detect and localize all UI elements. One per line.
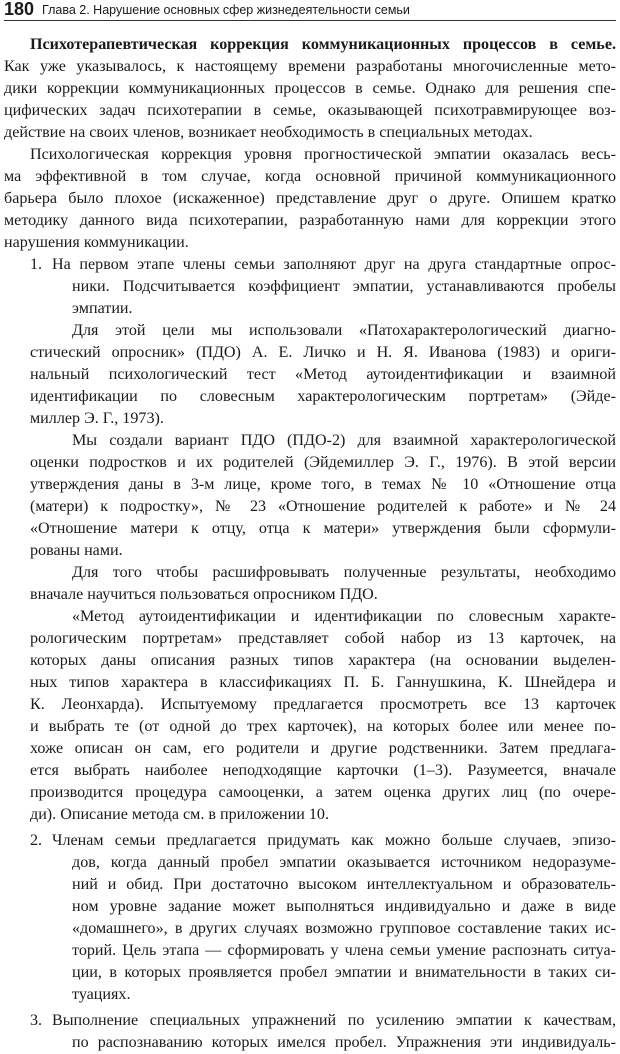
text-line xyxy=(4,276,616,298)
text-line xyxy=(4,518,616,540)
line-text: оценки подростков и их родителей (Эйдемиллер Э. Г., 1976). В этой версии xyxy=(30,454,616,471)
line-text: по распознаванию которых имелся пробел. Упражнения эти индивидуаль- xyxy=(72,1034,616,1051)
text-line xyxy=(4,430,616,452)
line-text: На первом этапе члены семьи заполняют друг на друга стандартные опрос- xyxy=(52,256,616,273)
text-line xyxy=(4,56,616,78)
text-line xyxy=(4,408,616,430)
line-text: действие на своих членов, возникает необходимость в специальных методах. xyxy=(4,124,533,141)
text-line xyxy=(4,694,616,716)
line-text: (матери) к подростку», № 23 «Отношение родителей к работе» и № 24 xyxy=(30,498,616,515)
text-line xyxy=(4,562,616,584)
line-text: хоже описан он сам, его родители и другие родственники. Затем предлага- xyxy=(30,740,616,757)
text-line xyxy=(4,452,616,474)
list-number: 1. xyxy=(30,256,43,273)
line-text: ных типов характера в классификациях П. Б. Ганнушкина, К. Шнейдера и xyxy=(30,674,616,691)
text-line xyxy=(4,254,616,276)
line-text: рологическим портретам» представляет собой набор из 13 карточек, на xyxy=(30,630,616,647)
line-text: Психологическая коррекция уровня прогностической эмпатии оказалась весь- xyxy=(30,146,616,163)
text-line xyxy=(4,738,616,760)
line-text: Для того чтобы расшифровывать полученные результаты, необходимо xyxy=(72,564,616,581)
line-text: вначале научиться пользоваться опросником ПДО. xyxy=(30,586,378,603)
text-line xyxy=(4,782,616,804)
line-text: ма эффективной в том случае, когда основной причиной коммуникационного xyxy=(4,168,616,185)
text-line xyxy=(4,962,616,984)
line-text: К. Леонхарда). Испытуемому предлагается просмотреть все 13 карточек xyxy=(30,696,616,713)
text-line xyxy=(4,918,616,940)
text-line xyxy=(4,210,616,232)
text-line xyxy=(4,298,616,320)
text-line xyxy=(4,232,616,254)
line-text: туациях. xyxy=(72,986,131,1003)
text-line xyxy=(4,540,616,562)
line-text: стический опросник» (ПДО) А. Е. Личко и Н. Я. Иванова (1983) и ориги- xyxy=(30,344,616,361)
text-line xyxy=(4,716,616,738)
line-text: дов, когда данный пробел эмпатии оказывается источником недоразуме- xyxy=(72,854,616,871)
line-text: Членам семьи предлагается придумать как можно больше случаев, эпизо- xyxy=(52,832,616,849)
text-line xyxy=(4,188,616,210)
line-text: цифических задач психотерапии в семье, оказывающей психотравмирующее воз- xyxy=(4,102,616,119)
line-text: утверждения даны в 3-м лице, кроме того, в темах № 10 «Отношение отца xyxy=(30,476,616,493)
line-text: производится процедура самооценки, а затем оценка других лиц (по очере- xyxy=(30,784,616,801)
text-line xyxy=(4,852,616,874)
text-line xyxy=(4,650,616,672)
line-text: ний и обид. При достаточно высоком интеллектуальном и образователь- xyxy=(72,876,616,893)
page-header xyxy=(4,0,616,21)
text-line xyxy=(4,896,616,918)
text-line xyxy=(4,940,616,962)
text-line xyxy=(4,320,616,342)
line-text: ется выбрать наиболее неподходящие карточки (1–3). Разумеется, вначале xyxy=(30,762,616,779)
line-text: и выбрать те (от одной до трех карточек), на которых более или менее по- xyxy=(30,718,616,735)
text-line xyxy=(4,342,616,364)
text-line xyxy=(4,100,616,122)
line-text: ди). Описание метода см. в приложении 10. xyxy=(30,806,329,823)
line-text: идентификации по словесным характерологическим портретам» (Эйде- xyxy=(30,388,616,405)
line-text: «домашнего», в других случаях возможно групповое составление таких ис- xyxy=(72,920,616,937)
line-text: нальный психологический тест «Метод аутоидентификации и взаимной xyxy=(30,366,616,383)
text-line xyxy=(4,804,616,826)
text-line xyxy=(4,386,616,408)
list-number: 3. xyxy=(30,1012,43,1029)
text-line xyxy=(4,874,616,896)
text-line xyxy=(4,78,616,100)
line-text: Мы создали вариант ПДО (ПДО-2) для взаимной характерологической xyxy=(72,432,616,449)
text-line xyxy=(4,760,616,782)
text-line xyxy=(4,166,616,188)
text-line xyxy=(4,496,616,518)
list-number: 2. xyxy=(30,832,43,849)
line-text: Выполнение специальных упражнений по усилению эмпатии к качествам, xyxy=(52,1012,616,1029)
text-line xyxy=(4,830,616,852)
line-text: эмпатии. xyxy=(72,300,133,317)
line-text: Для этой цели мы использовали «Патохарактерологический диагно- xyxy=(72,322,616,339)
text-line xyxy=(4,584,616,606)
line-text: дики коррекции коммуникационных процессов в семье. Однако для решения спе- xyxy=(4,80,616,97)
line-text: «Метод аутоидентификации и идентификации по словесным характе- xyxy=(72,608,616,625)
section-heading: Психотерапевтическая коррекция коммуникационных процессов в семье. xyxy=(30,36,616,53)
text-line xyxy=(4,144,616,166)
line-text: методику данного вида психотерапии, разработанную нами для коррекции этого xyxy=(4,212,616,229)
line-text: барьера было плохое (искаженное) представление друг о друге. Опишем кратко xyxy=(4,190,616,207)
text-line xyxy=(4,474,616,496)
line-text: ном уровне задание может выполняться индивидуально и даже в виде xyxy=(72,898,616,915)
text-line xyxy=(4,364,616,386)
text-line xyxy=(4,1010,616,1032)
text-line xyxy=(4,606,616,628)
running-head: Глава 2. Нарушение основных сфер жизнедеятельности семьи xyxy=(42,3,410,17)
page-number: 180 xyxy=(4,0,35,19)
line-text: Как уже указывалось, к настоящему времени разработаны многочисленные мето- xyxy=(4,58,616,75)
line-text: рованы нами. xyxy=(30,542,123,559)
line-text: которых даны описания разных типов характера (на основании выделен- xyxy=(30,652,616,669)
line-text: торий. Цель этапа — сформировать у члена семьи умение распознать ситуа- xyxy=(72,942,616,959)
text-line xyxy=(4,122,616,144)
line-text: ники. Подсчитывается коэффициент эмпатии, устанавливаются пробелы xyxy=(72,278,616,295)
line-text: миллер Э. Г., 1973). xyxy=(30,410,164,427)
text-line xyxy=(4,984,616,1006)
page-body xyxy=(4,34,616,1054)
text-line xyxy=(4,1032,616,1054)
text-line xyxy=(4,628,616,650)
line-text: ции, в которых проявляется пробел эмпатии и внимательности в таких си- xyxy=(72,964,616,981)
line-text: «Отношение матери к отцу, отца к матери» утверждения были сформули- xyxy=(30,520,616,537)
text-line xyxy=(4,34,616,56)
line-text: нарушения коммуникации. xyxy=(4,234,189,251)
text-line xyxy=(4,672,616,694)
